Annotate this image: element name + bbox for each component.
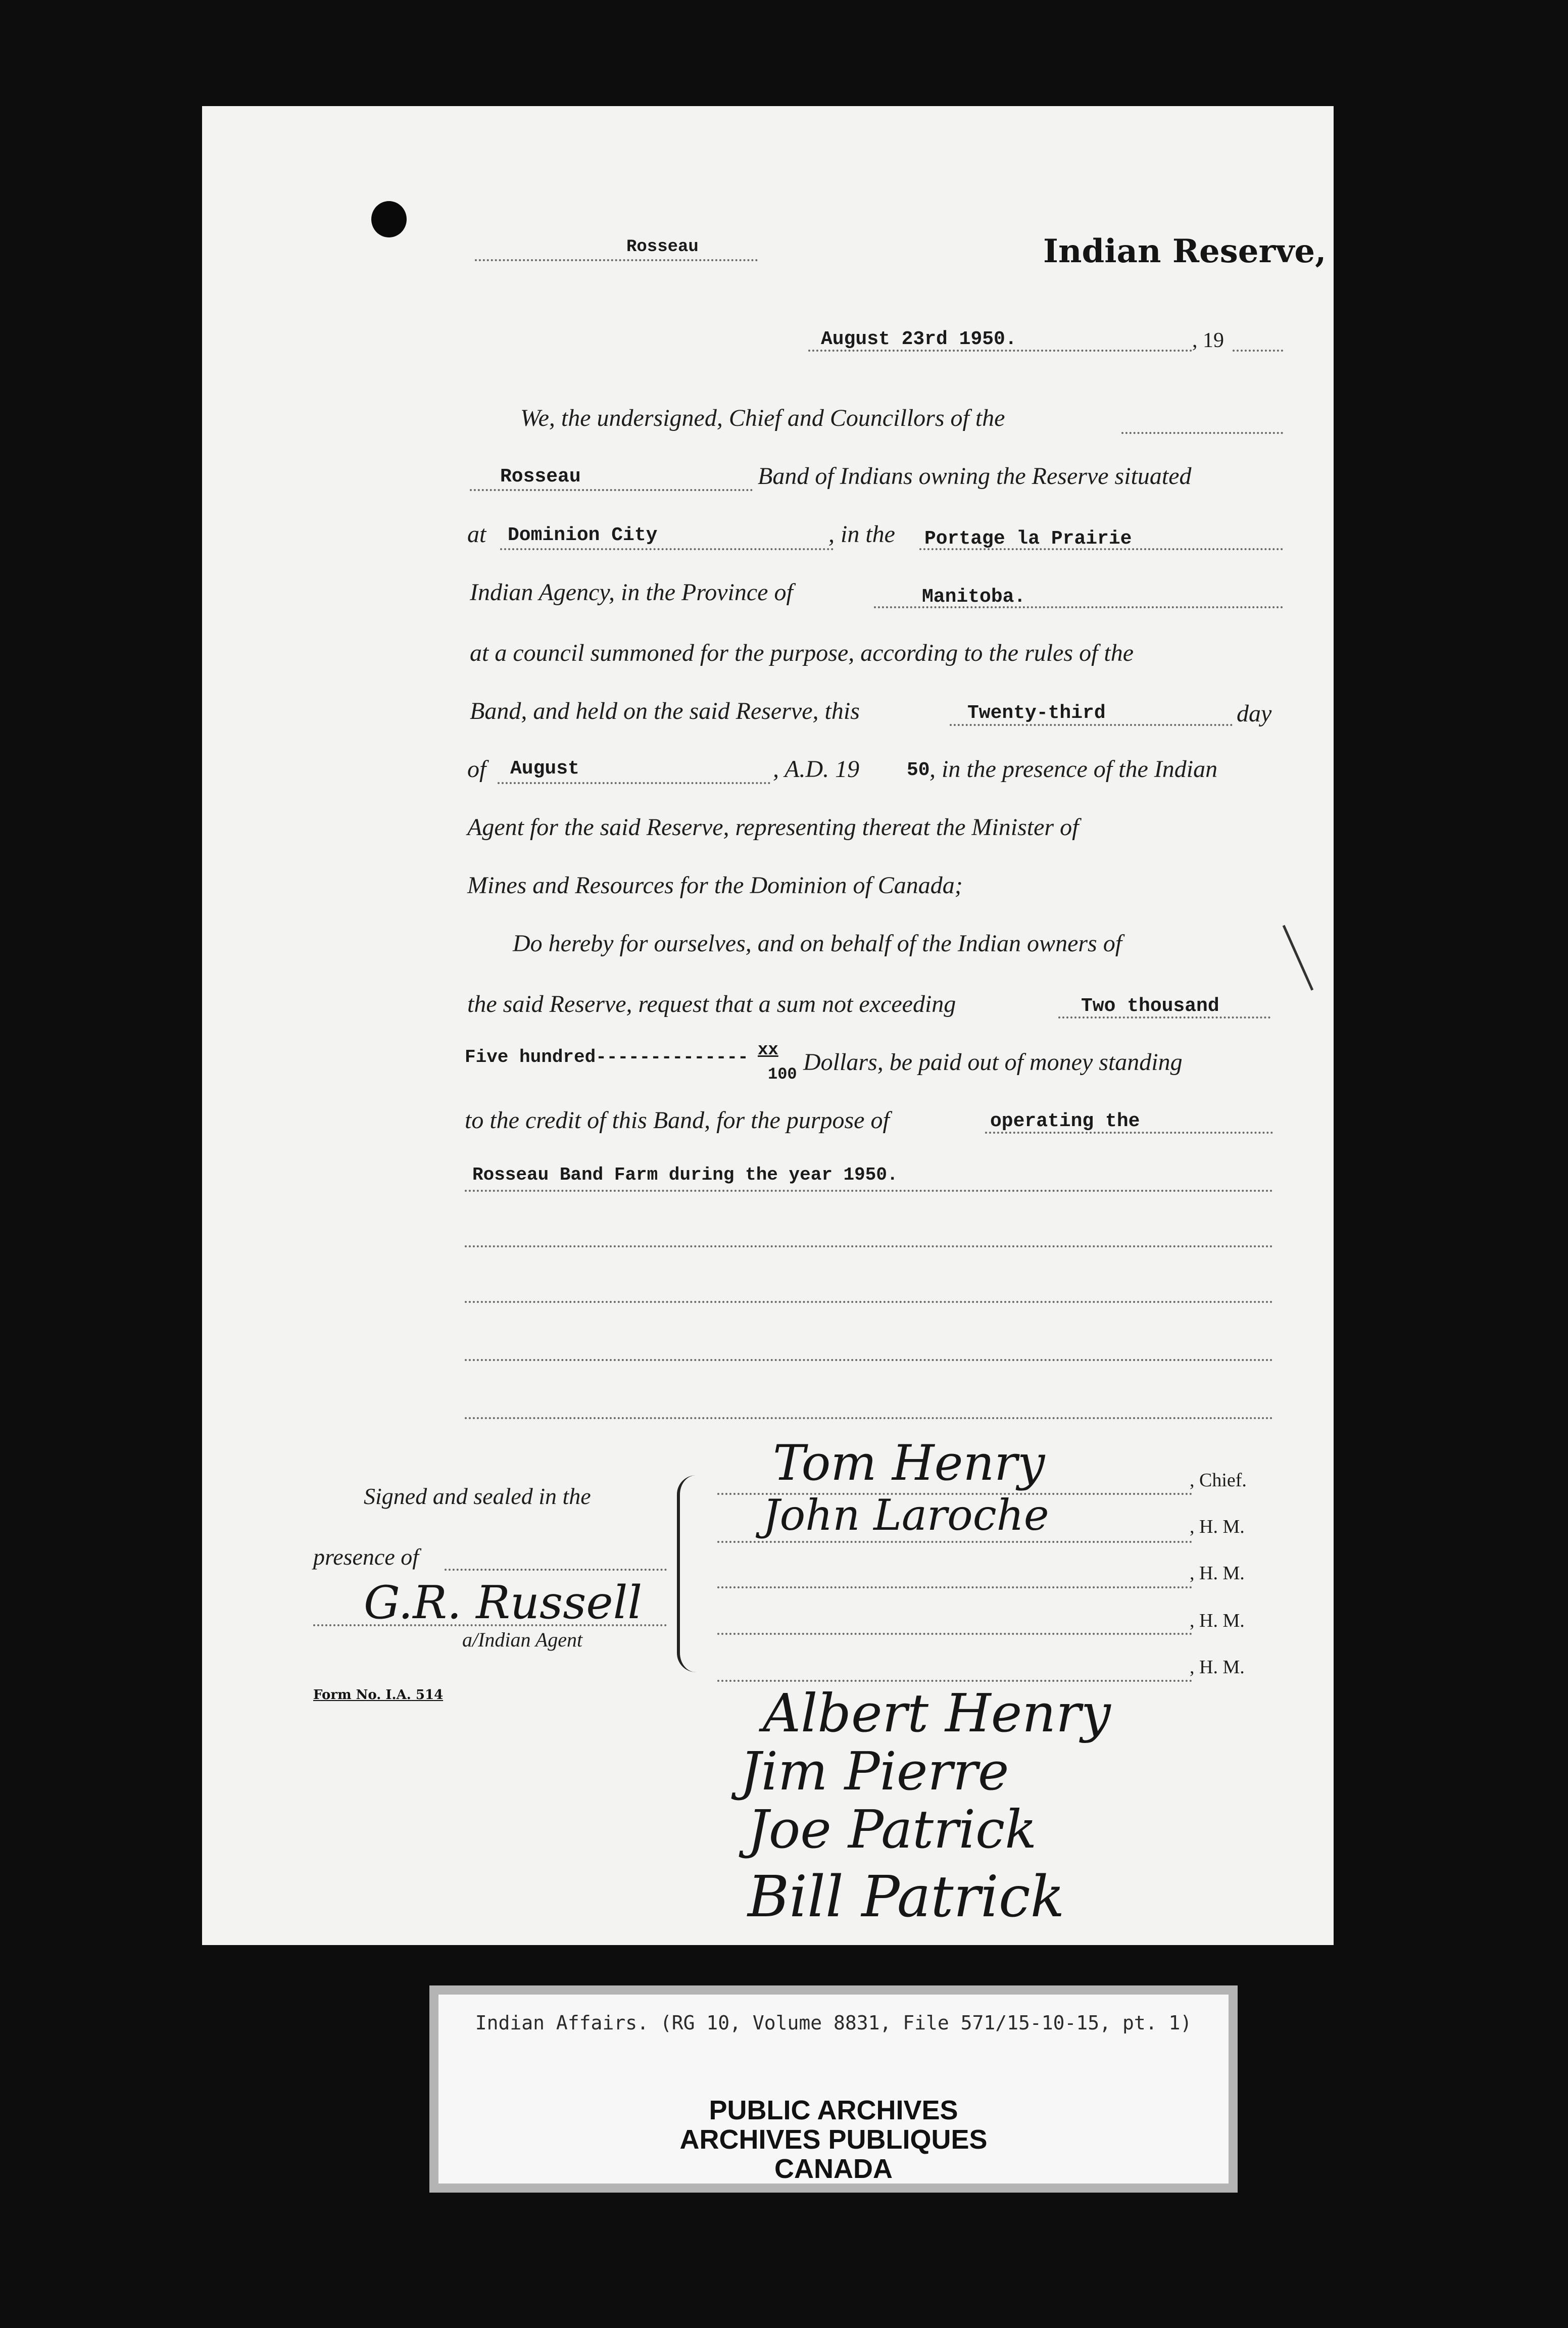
chief-signature: Tom Henry [773,1435,1045,1491]
signature-jim-pierre: Jim Pierre [740,1740,1009,1802]
province-name: Manitoba. [922,586,1026,608]
purpose-1: operating the [990,1110,1140,1132]
body-line-11: the said Reserve, request that a sum not exceeding [467,991,956,1017]
reserve-name-line [475,259,758,261]
signed-sealed-label: Signed and sealed in the [364,1483,591,1509]
signature-brace [677,1475,697,1672]
body-line-10: Do hereby for ourselves, and on behalf of the Indian owners of [513,930,1122,957]
body-line-6-end: day [1237,700,1272,727]
body-line-7-end: , in the presence of the Indian [929,756,1218,783]
body-line-7-of: of [467,756,486,783]
chief-suffix: , Chief. [1190,1470,1247,1491]
body-line-6: Band, and held on the said Reserve, this [470,698,860,724]
body-line-4: Indian Agency, in the Province of [470,579,793,606]
body-line-3-mid: , in the [828,521,895,548]
form-number: Form No. I.A. 514 [313,1687,444,1703]
year-prefix: , 19 [1192,329,1224,352]
agent-signature: G.R. Russell [364,1576,643,1629]
year-line [1233,350,1283,352]
fill-line [465,1245,1273,1247]
body-line-2: Band of Indians owning the Reserve situated [758,463,1192,490]
band-name: Rosseau [500,466,581,488]
signature-bill-patrick: Bill Patrick [748,1864,1065,1930]
fill-line [498,782,770,784]
signature-albert-henry: Albert Henry [763,1682,1111,1744]
cents-numerator: xx [758,1041,778,1060]
fill-line [465,1301,1273,1303]
document-heading: Indian Reserve, [1043,232,1327,270]
council-month: August [510,758,579,780]
agency-name: Portage la Prairie [924,528,1132,550]
body-line-1: We, the undersigned, Chief and Councillors of the [520,405,1005,431]
fill-line [950,724,1233,726]
document-date: August 23rd 1950. [821,328,1017,350]
signature-joe-patrick: Joe Patrick [748,1799,1037,1860]
councillor-1-signature: John Laroche [763,1490,1049,1540]
archive-line-1: PUBLIC ARCHIVES [709,2095,958,2125]
amount-words-2: Five hundred-------------- [465,1047,749,1068]
body-line-13: to the credit of this Band, for the purpose of [465,1107,890,1134]
archive-label [429,1985,1238,2193]
body-line-7-ad: , A.D. 19 [773,756,860,783]
body-line-3-at: at [467,521,486,548]
council-year: 50 [907,759,930,781]
fill-line [1121,432,1283,434]
punch-hole [371,201,407,237]
body-line-5: at a council summoned for the purpose, according to the rules of the [470,640,1134,666]
council-day: Twenty-third [967,702,1106,724]
hm-suffix: , H. M. [1190,1563,1245,1584]
fill-line [717,1633,1192,1635]
archive-name [438,2096,1229,2184]
fill-line [500,548,834,550]
fill-line [465,1359,1273,1361]
fill-line [470,489,753,491]
fill-line [313,1624,667,1626]
body-line-9: Mines and Resources for the Dominion of Canada; [467,872,963,899]
fill-line [717,1680,1192,1682]
body-line-8: Agent for the said Reserve, representing thereat the Minister of [467,814,1079,841]
hm-suffix: , H. M. [1190,1657,1245,1678]
fill-line [717,1586,1192,1588]
cents-denominator: 100 [768,1065,797,1084]
place-name: Dominion City [508,524,658,546]
fill-line [445,1569,667,1571]
presence-of-label: presence of [313,1544,419,1570]
agent-title: a/Indian Agent [462,1628,583,1651]
document-page [202,106,1334,1945]
fill-line [465,1190,1273,1192]
archive-line-3: CANADA [774,2154,893,2184]
archive-line-2: ARCHIVES PUBLIQUES [679,2124,988,2155]
purpose-2: Rosseau Band Farm during the year 1950. [472,1165,898,1185]
hm-suffix: , H. M. [1190,1610,1245,1631]
reserve-name: Rosseau [626,237,699,257]
archive-citation: Indian Affairs. (RG 10, Volume 8831, File 571/15-10-15, pt. 1) [475,2012,1192,2034]
body-line-12: Dollars, be paid out of money standing [803,1049,1183,1076]
fill-line [465,1417,1273,1419]
fill-line [717,1541,1192,1543]
hm-suffix: , H. M. [1190,1516,1245,1537]
amount-words-1: Two thousand [1081,995,1219,1017]
